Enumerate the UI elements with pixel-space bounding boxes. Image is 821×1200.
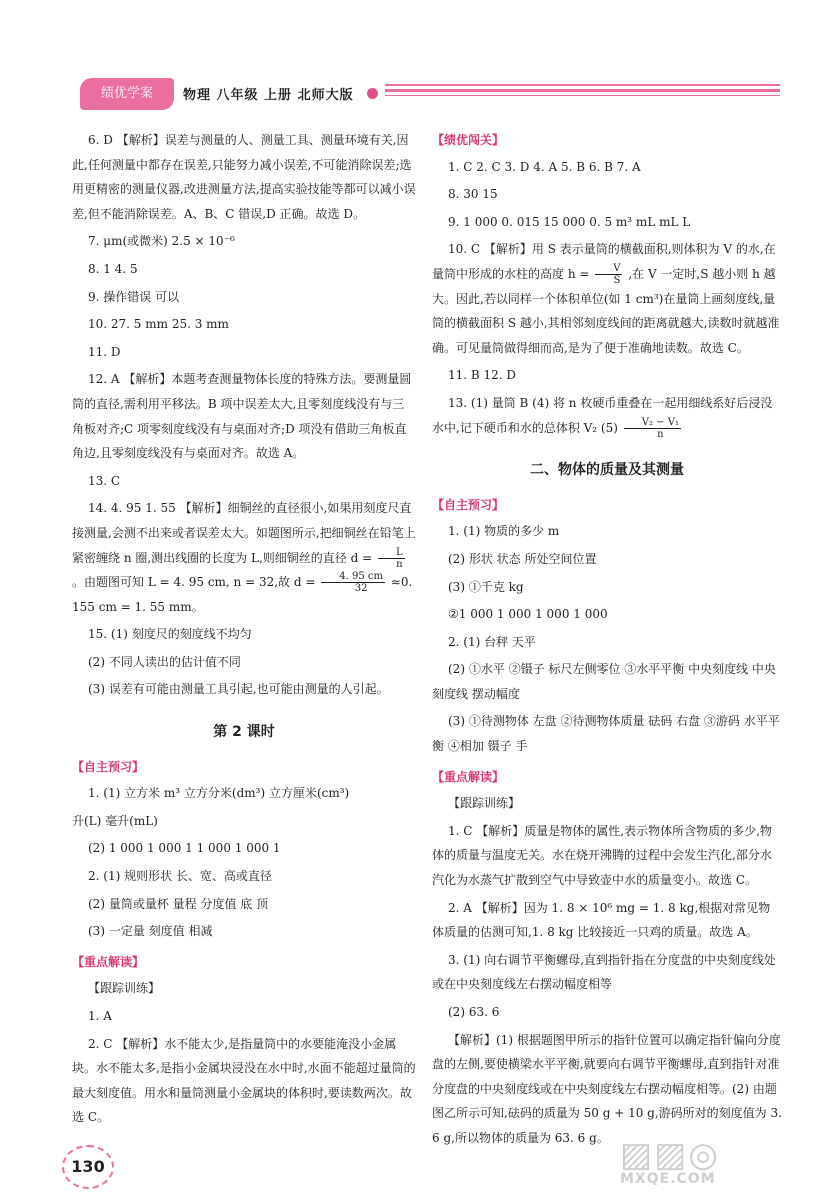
- page-header: [80, 78, 780, 114]
- answer-item: [432, 237, 782, 360]
- right-column: [432, 128, 782, 1154]
- answer-item: (2) 形状 状态 所处空间位置: [448, 551, 597, 566]
- section-title: 二、物体的质量及其测量: [530, 462, 684, 479]
- answer-item: 2. A 【解析】因为 1. 8 × 10⁶ mg = 1. 8 kg,根据对常见物体质量的估测可知,1. 8 kg 比较接近一只鸡的质量。故选 A。: [432, 900, 771, 940]
- answer-item: (2) 量筒或量杯 量程 分度值 底 顶: [88, 896, 269, 911]
- section-label: 【重点解读】: [72, 954, 145, 969]
- answer-item: ②1 000 1 000 1 000 1 000: [448, 607, 608, 622]
- answer-item: 9. 1 000 0. 015 15 000 0. 5 m³ mL mL L: [448, 214, 691, 229]
- brand-badge: 绩优学案: [80, 78, 174, 110]
- answer-item: [432, 391, 782, 440]
- section-label: 【自主预习】: [432, 497, 505, 512]
- answer-text: ,在 V 一定时,S 越小则 h 越大。因此,若以同样一个体积单位(如 1 cm³)在量筒上画刻度线,量筒的横截面积 S 越小,其相邻刻度线间的距离就越大,读数时就越准确。可见量筒做得细而高,是为了便于准确地读数。故选 C。: [432, 266, 780, 355]
- fraction-denominator: n: [657, 428, 664, 440]
- answer-item: 1. A: [88, 1009, 112, 1023]
- fraction-denominator: S: [613, 274, 621, 286]
- fraction-numerator: 4. 95 cm: [321, 571, 385, 583]
- book-subject: 物理 八年级 上册 北师大版: [183, 88, 354, 103]
- answer-item: 11. B 12. D: [448, 368, 517, 383]
- section-label: 【绩优闯关】: [432, 133, 505, 147]
- answer-item: 13. C: [88, 473, 121, 488]
- answer-item: 10. 27. 5 mm 25. 3 mm: [88, 317, 229, 332]
- answer-item: (2) 63. 6: [448, 1005, 500, 1019]
- answer-text: 。由题图可知 L = 4. 95 cm, n = 32,故 d =: [72, 575, 316, 590]
- fraction: [378, 547, 405, 570]
- dot-icon: [367, 88, 378, 99]
- answer-item: 8. 1 4. 5: [88, 261, 138, 276]
- fraction-denominator: 32: [354, 583, 368, 595]
- answer-item: 2. (1) 规则形状 长、宽、高或直径: [88, 869, 272, 884]
- answer-item: (3) 误差有可能由测量工具引起,也可能由测量的人引起。: [88, 682, 389, 697]
- answer-item: (2) 不同人读出的估计值不同: [88, 654, 241, 669]
- fraction-numerator: L: [378, 547, 405, 559]
- left-column: [72, 128, 416, 1133]
- answer-item: [72, 496, 416, 619]
- answer-text: 10. C 【解析】用 S 表示量筒的横截面积,则体积为 V 的水,在量筒中形成的水柱的高度 h =: [432, 242, 776, 281]
- lesson-title: 第 2 课时: [213, 724, 275, 741]
- section-label: 【重点解读】: [432, 769, 505, 784]
- answer-item: 9. 操作错误 可以: [88, 289, 180, 304]
- section-label: 【自主预习】: [72, 759, 145, 774]
- answer-item: 1. (1) 物质的多少 m: [448, 524, 560, 539]
- answer-item: 11. D: [88, 344, 121, 359]
- answer-item: (2) ①水平 ②镊子 标尺左侧零位 ③水平平衡 中央刻度线 中央刻度线 摆动幅度: [432, 662, 776, 701]
- answer-item: 7. μm(或微米) 2.5 × 10⁻⁶: [88, 234, 235, 249]
- fraction: [624, 417, 681, 440]
- watermark-logo: [620, 1135, 820, 1199]
- fraction: [321, 571, 385, 594]
- answer-text: 13. (1) 量筒 B (4) 将 n 枚硬币重叠在一起用细线系好后浸没水中,记下硬币和水的总体积 V₂ (5): [432, 395, 773, 435]
- subsection-label: 【跟踪训练】: [88, 981, 161, 996]
- answer-item: (3) ①千克 kg: [448, 579, 524, 594]
- answer-item: 1. (1) 立方米 m³ 立方分米(dm³) 立方厘米(cm³): [88, 786, 350, 801]
- answer-item: 3. (1) 向右调节平衡螺母,直到指针指在分度盘的中央刻度线处或在中央刻度线左右摆动幅度相等: [432, 952, 776, 992]
- answer-item: (2) 1 000 1 000 1 1 000 1 000 1: [88, 841, 281, 856]
- fraction-numerator: V₂ − V₁: [624, 417, 681, 429]
- fraction-numerator: V: [595, 263, 622, 275]
- watermark-text: MXQE.COM: [620, 1171, 716, 1187]
- subsection-label: 【跟踪训练】: [448, 796, 521, 811]
- answer-item: 2. (1) 台秤 天平: [448, 634, 536, 649]
- answer-item: 8. 30 15: [448, 187, 498, 202]
- answer-item: 【解析】(1) 根据题图甲所示的指针位置可以确定指针偏向分度盘的左侧,要使横梁水平平衡,就要向右调节平衡螺母,直到指针对准分度盘的中央刻度线或在中央刻度线左右摆动幅度相等。(2) 由题图乙所示可知,砝码的质量为 50 g + 10 g,游码所对的刻度值为 3. 6 g,所以物体的质量为 63. 6 g。: [432, 1032, 782, 1145]
- answer-text: ≈0. 155 cm = 1. 55 mm。: [72, 575, 413, 614]
- answer-text: 14. 4. 95 1. 55 【解析】细铜丝的直径很小,如果用刻度尺直接测量,会测不出来或者误差太大。如题图所示,把细铜丝在铅笔上紧密缠绕 n 圈,测出线圈的长度为 L,则细铜丝的直径 d =: [72, 501, 416, 565]
- answer-item: (3) 一定量 刻度值 相减: [88, 924, 213, 939]
- header-rule: [385, 95, 780, 96]
- answer-item: (3) ①待测物体 左盘 ②待测物体质量 砝码 右盘 ③游码 水平平衡 ④相加 镊子 手: [432, 714, 780, 754]
- answer-item: 升(L) 毫升(mL): [72, 813, 158, 828]
- page-number: 130: [62, 1145, 114, 1189]
- answer-item: 15. (1) 刻度尺的刻度线不均匀: [88, 627, 252, 642]
- answer-item: 1. C 【解析】质量是物体的属性,表示物体所含物质的多少,物体的质量与温度无关。水在烧开沸腾的过程中会发生汽化,部分水汽化为水蒸气扩散到空气中导致壶中水的质量变小。故选 C。: [432, 823, 772, 888]
- answer-item: 6. D 【解析】误差与测量的人、测量工具、测量环境有关,因此,任何测量中都存在误差,只能努力减小误差,不可能消除误差;选用更精密的测量仪器,改进测量方法,提高实验技能等都可以减小误差,但不能消除误差。A、B、C 错误,D 正确。故选 D。: [72, 133, 416, 221]
- answer-item: 1. C 2. C 3. D 4. A 5. B 6. B 7. A: [448, 159, 641, 174]
- answer-item: 2. C 【解析】水不能太少,是指量筒中的水要能淹没小金属块。水不能太多,是指小金属块浸没在水中时,水面不能超过量筒的最大刻度值。用水和量筒测量小金属块的体积时,要读数两次。故选 C。: [72, 1036, 416, 1125]
- header-rule: [385, 89, 780, 92]
- answer-item: 12. A 【解析】本题考查测量物体长度的特殊方法。要测量圆筒的直径,需利用平移法。B 项中误差太大,且零刻度线没有与三角板对齐;C 项零刻度线没有与桌面对齐;D 项没有借助三角板直角边,且零刻度线没有与桌面对齐。故选 A。: [72, 372, 412, 461]
- fraction: [595, 263, 622, 286]
- fraction-denominator: n: [396, 558, 403, 570]
- header-rule: [385, 84, 780, 86]
- watermark-glyph-icon: ▨▨◎: [620, 1135, 720, 1175]
